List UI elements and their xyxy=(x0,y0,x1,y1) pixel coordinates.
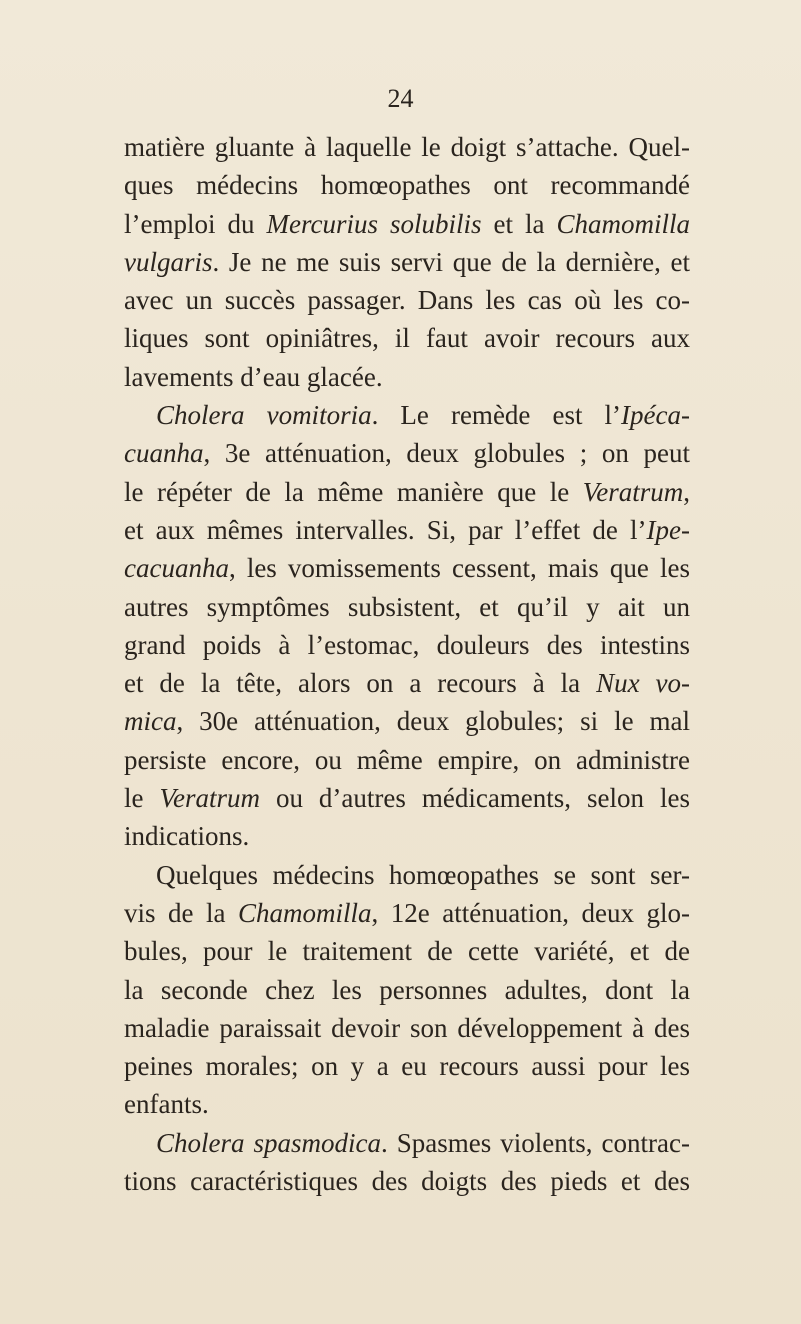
text-line xyxy=(124,319,690,357)
text-line xyxy=(124,358,690,396)
text-segment: tions caractéristiques des doigts des pieds et des xyxy=(124,1166,690,1197)
text-line xyxy=(124,281,690,319)
text-line xyxy=(124,473,690,511)
text-line xyxy=(124,166,690,204)
italic-term: Veratrum xyxy=(159,783,260,814)
italic-term: Cholera spasmodica xyxy=(156,1127,382,1158)
italic-term: vulgaris xyxy=(124,246,213,277)
text-line xyxy=(124,932,690,970)
text-line xyxy=(124,1047,690,1085)
text-segment: , xyxy=(683,476,690,507)
text-segment: et la xyxy=(481,208,557,239)
text-segment: avec un succès passager. Dans les cas où les co- xyxy=(124,285,690,316)
text-line xyxy=(124,205,690,243)
text-segment: ques médecins homœopathes ont recommandé xyxy=(124,170,690,201)
italic-term: Mercurius solubilis xyxy=(266,208,482,239)
text-segment: le répéter de la même manière que le xyxy=(124,476,583,507)
text-segment: ou d’autres médicaments, selon les xyxy=(259,783,690,814)
text-segment: l’emploi du xyxy=(124,208,267,239)
text-segment: persiste encore, ou même empire, on administre xyxy=(124,744,690,775)
text-line xyxy=(124,626,690,664)
text-segment: grand poids à l’estomac, douleurs des intestins xyxy=(124,629,690,660)
text-line xyxy=(124,817,690,855)
text-line xyxy=(124,664,690,702)
text-line xyxy=(124,128,690,166)
text-line xyxy=(124,396,690,434)
text-segment: matière gluante à laquelle le doigt s’attache. Quel- xyxy=(124,132,690,162)
text-segment: le xyxy=(124,783,160,814)
italic-term: Veratrum xyxy=(582,476,684,507)
text-segment: Quelques médecins homœopathes se sont ser- xyxy=(156,859,690,890)
text-segment: enfants. xyxy=(124,1089,209,1120)
text-line xyxy=(124,1009,690,1047)
text-line xyxy=(124,702,690,740)
text-line xyxy=(124,434,690,472)
text-line xyxy=(124,511,690,549)
text-segment: et de la tête, alors on a recours à la xyxy=(124,668,597,699)
italic-term: Chamomilla xyxy=(556,208,690,239)
text-segment: peines morales; on y a eu recours aussi pour les xyxy=(124,1051,690,1082)
text-line xyxy=(124,243,690,281)
text-segment: , les vomissements cessent, mais que les xyxy=(228,553,690,584)
page-number: 24 xyxy=(387,84,414,113)
text-line xyxy=(124,856,690,894)
italic-term: cuanha xyxy=(124,438,204,469)
text-segment: . Spasmes violents, contrac- xyxy=(381,1127,690,1158)
italic-term: Ipéca- xyxy=(621,400,690,431)
italic-term: mica xyxy=(124,706,177,737)
text-segment: , 3e atténuation, deux globules ; on peut xyxy=(203,438,690,469)
text-line xyxy=(124,971,690,1009)
text-segment: vis de la xyxy=(124,897,239,928)
text-line xyxy=(124,1124,690,1162)
text-segment: indications. xyxy=(124,821,250,852)
text-segment: lavements d’eau glacée. xyxy=(124,361,383,392)
text-line xyxy=(124,779,690,817)
text-segment: bules, pour le traitement de cette variété, et de xyxy=(124,936,690,967)
text-line xyxy=(124,1162,690,1200)
text-segment: . Le remède est l’ xyxy=(371,400,622,431)
text-line xyxy=(124,741,690,779)
text-segment: la seconde chez les personnes adultes, dont la xyxy=(124,974,690,1005)
text-segment: , 12e atténuation, deux glo- xyxy=(371,897,690,928)
text-segment: . Je ne me suis servi que de la dernière, et xyxy=(212,246,690,277)
text-segment: et aux mêmes intervalles. Si, par l’effet de l’ xyxy=(124,514,647,545)
text-line xyxy=(124,894,690,932)
italic-term: cacuanha xyxy=(124,553,229,584)
text-segment: , 30e atténuation, deux globules; si le mal xyxy=(176,706,690,737)
body-text xyxy=(124,128,690,1200)
text-line xyxy=(124,1085,690,1123)
text-segment: autres symptômes subsistent, et qu’il y ait un xyxy=(124,591,690,622)
text-segment: maladie paraissait devoir son développement à des xyxy=(124,1012,690,1043)
text-line xyxy=(124,588,690,626)
italic-term: Ipe- xyxy=(646,514,690,545)
text-line xyxy=(124,549,690,587)
italic-term: Chamomilla xyxy=(238,897,372,928)
text-segment: liques sont opiniâtres, il faut avoir recours aux xyxy=(124,323,690,354)
italic-term: Cholera vomitoria xyxy=(156,400,372,431)
italic-term: Nux vo- xyxy=(596,668,690,699)
